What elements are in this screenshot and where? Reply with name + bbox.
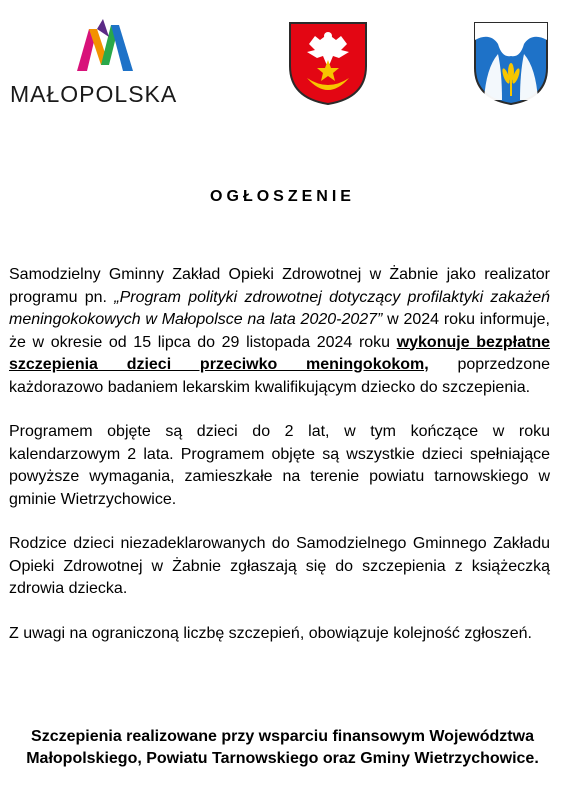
program-name: „Program polityki zdrowotnej dotyczący profilaktyki zakażeń meningokokowych w Małopolsce na lata 2020-2027” (9, 288, 551, 328)
funding-note: Szczepienia realizowane przy wsparciu finansowym Województwa Małopolskiego, Powiatu Tarnowskiego oraz Gminy Wietrzychowice. (26, 728, 539, 767)
tarnow-county-coat-of-arms-icon (287, 20, 369, 106)
malopolska-logo (10, 15, 190, 110)
paragraph-1: Samodzielny Gminny Zakład Opieki Zdrowotnej w Żabnie jako realizator programu pn. „Program polityki zdrowotnej dotyczący profilaktyki zakażeń meningokokowych w Małopolsce na lata 2020-2027” w 2024 roku informuje, że w okresie od 15 lipca do 29 listopada 2024 roku wykonuje bezpłatne szczepienia dzieci przeciwko meningokokom, poprzedzone każdorazowo badaniem lekarskim kwalifikującym dziecko do szczepienia. (9, 266, 551, 396)
paragraph-3: Rodzice dzieci niezadeklarowanych do Samodzielnego Gminnego Zakładu Opieki Zdrowotnej w Żabnie zgłaszają się do szczepienia z książeczką zdrowia dziecka. (9, 535, 550, 597)
logo-row (0, 0, 565, 120)
paragraph-2: Programem objęte są dzieci do 2 lat, w tym kończące w roku kalendarzowym 2 lata. Programem objęte są wszystkie dzieci spełniające powyższe wymagania, zamieszkałe na terenie powiatu tarnowskiego w gminie Wietrzychowice. (9, 423, 550, 508)
malopolska-logo-icon (75, 15, 135, 75)
announcement-body (9, 264, 550, 667)
wietrzychowice-coat-of-arms-icon (472, 20, 550, 106)
paragraph-4: Z uwagi na ograniczoną liczbę szczepień, obowiązuje kolejność zgłoszeń. (9, 624, 532, 642)
free-vaccination-highlight: wykonuje bezpłatne szczepienia dzieci przeciwko meningokokom, (9, 333, 550, 373)
announcement-title: OGŁOSZENIE (210, 188, 355, 205)
malopolska-wordmark: MAŁOPOLSKA (10, 81, 178, 107)
